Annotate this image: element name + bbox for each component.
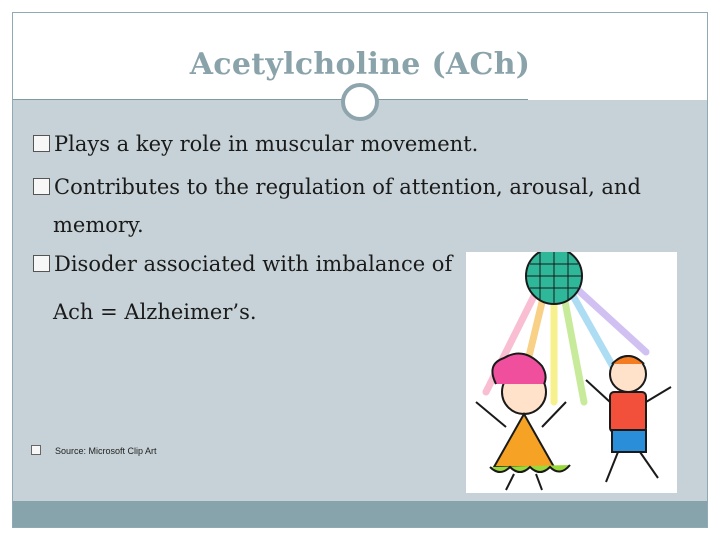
bullet-box-icon (33, 178, 50, 195)
title-divider-left (13, 99, 343, 100)
bullet-item (33, 245, 452, 331)
bullet-text: Disoder associated with imbalance of (54, 252, 453, 276)
dancing-kids-clipart-icon (466, 252, 677, 493)
bullet-box-icon (31, 445, 41, 455)
footer-bar (13, 501, 707, 527)
slide (12, 12, 708, 528)
source-text: Source: Microsoft Clip Art (55, 446, 157, 456)
dancing-kids-clipart-image (466, 252, 677, 493)
bullet-text-continuation: memory. (53, 213, 144, 237)
bullet-item (33, 168, 641, 244)
bullet-item (33, 125, 478, 163)
slide-title: Acetylcholine (ACh) (189, 47, 531, 82)
bullet-box-icon (33, 135, 50, 152)
bullet-text: Plays a key role in muscular movement. (54, 132, 479, 156)
title-divider-right (373, 99, 528, 100)
source-caption (31, 445, 157, 456)
divider-circle-icon (341, 83, 379, 121)
bullet-text: Contributes to the regulation of attention, arousal, and (54, 175, 641, 199)
bullet-box-icon (33, 255, 50, 272)
bullet-text-continuation: Ach = Alzheimer’s. (53, 300, 257, 324)
